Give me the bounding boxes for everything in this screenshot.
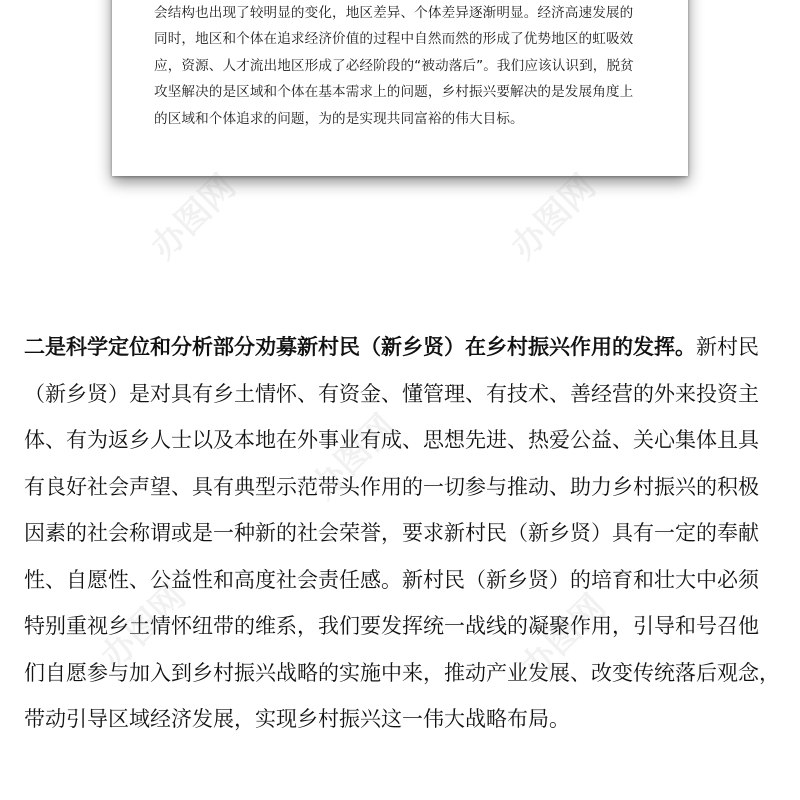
- watermark: 办图网: [503, 166, 604, 268]
- quote-line: 的区域和个体追求的问题，为的是实现共同富裕的伟大目标。: [154, 110, 524, 127]
- body-line: （新乡贤）是对具有乡土情怀、有资金、懂管理、有技术、善经营的外来投资主: [24, 381, 759, 406]
- body-paragraph: [24, 324, 780, 743]
- quote-line: 同时，地区和个体在追求经济价值的过程中自然而然的形成了优势地区的虹吸效: [154, 31, 634, 48]
- watermark: 办图网: [93, 576, 194, 678]
- body-line: 们自愿参与加入到乡村振兴战略的实施中来，推动产业发展、改变传统落后观念，: [24, 660, 780, 685]
- watermark: 办图网: [143, 166, 244, 268]
- quote-line: 攻坚解决的是区域和个体在基本需求上的问题，乡村振兴要解决的是发展角度上: [154, 84, 634, 101]
- quote-line: 应，资源、人才流出地区形成了必经阶段的“被动落后”。我们应该认识到，脱贫: [154, 57, 634, 74]
- quote-paragraph: [154, 0, 654, 132]
- body-line: 带动引导区域经济发展，实现乡村振兴这一伟大战略布局。: [24, 707, 570, 731]
- body-line: 有良好社会声望、具有典型示范带头作用的一切参与推动、助力乡村振兴的积极: [24, 474, 759, 499]
- body-line: 特别重视乡土情怀纽带的维系，我们要发挥统一战线的凝聚作用，引导和号召他: [24, 614, 759, 638]
- lead-heading: 二是科学定位和分析部分劝募新村民（新乡贤）在乡村振兴作用的发挥。: [24, 335, 696, 359]
- body-line: 因素的社会称谓或是一种新的社会荣誉，要求新村民（新乡贤）具有一定的奉献: [24, 521, 759, 545]
- body-line: [24, 324, 780, 371]
- body-line-rest: 新村民: [696, 335, 759, 359]
- quote-line: 会结构也出现了较明显的变化，地区差异、个体差异逐渐明显。经济高速发展的: [154, 5, 634, 21]
- watermark: 办图网: [513, 586, 614, 688]
- watermark: 办图网: [303, 406, 404, 508]
- quote-card: [112, 0, 688, 176]
- body-line: 性、自愿性、公益性和高度社会责任感。新村民（新乡贤）的培育和壮大中必须: [24, 567, 759, 592]
- body-line: 体、有为返乡人士以及本地在外事业有成、思想先进、热爱公益、关心集体且具: [24, 428, 759, 452]
